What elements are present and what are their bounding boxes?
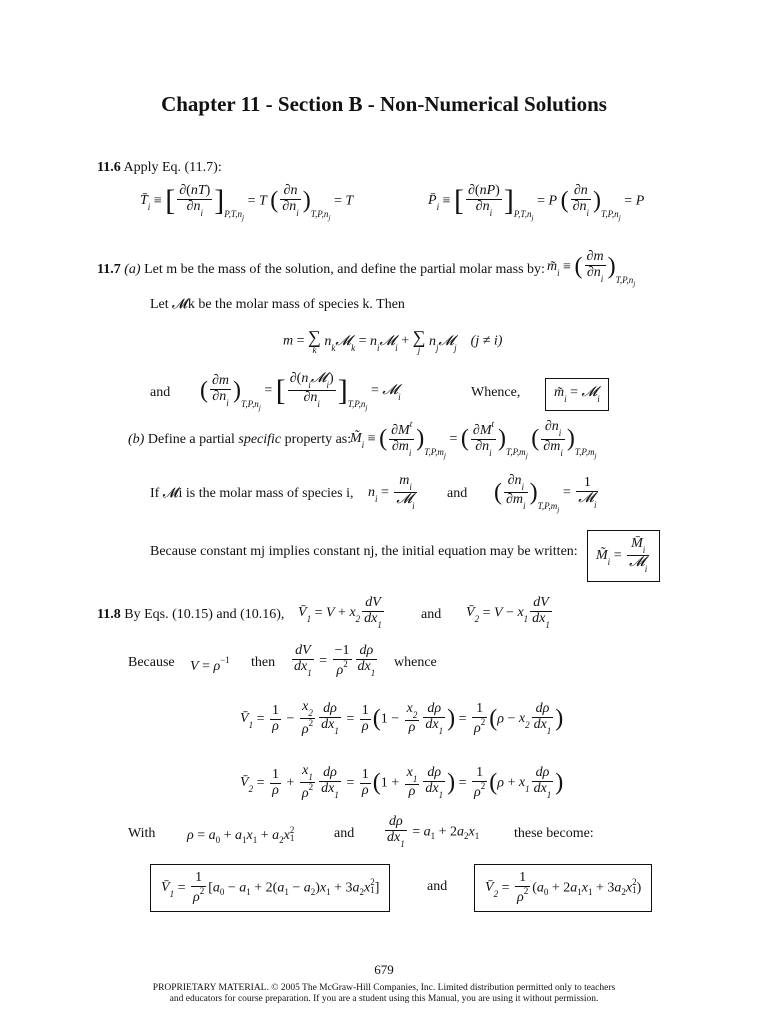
problem-number: 11.6 bbox=[97, 160, 121, 175]
problem-11-8-heading bbox=[97, 607, 284, 623]
because-text: Because constant mj implies constant nj, the initial equation may be written: bbox=[150, 544, 578, 559]
equation-moles-from-mass: $n_i$ = $\frac{m_i}{𝓜_i}$ bbox=[368, 473, 415, 512]
equation-partial-molar-mass-def: $m̃_i$ ≡ ( $\frac{\partial m}{\partial n_i}$ )$_{T,P,n_j}$ bbox=[547, 249, 636, 289]
part-label: (b) bbox=[128, 432, 145, 447]
equation-v1-bar: $V̄_1 = V + x_2$ $\frac{dV}{dx_1}$ bbox=[298, 595, 382, 630]
result-box-molar-mass: $m̃_i$ = 𝓜$_i$ bbox=[545, 378, 609, 411]
equation-v2-bar-rho: $V̄_2$ = $\frac{1}{\rho}$ + $\frac{x_1}{\rho^2}$ $\frac{d\rho}{dx_1}$ = $\frac{1}{\rho}$ (1 + $\frac{x_1}{\rho}$ $\frac{d\rho}{dx_1}$ ) = $\frac{1}{\rho^2}$ ($\rho + x_1$ $\frac{d\rho}{dx_1}$ ) bbox=[240, 763, 564, 802]
equation-mass-sum: m = ∑ k $n_k𝓜_k$ = $n_i𝓜_i$ + ∑ j $n_j𝓜_j$ (j ≠ i) bbox=[283, 327, 503, 355]
and-label-2: and bbox=[447, 486, 468, 501]
part-b-text-emphasis: specific bbox=[238, 432, 282, 447]
problem-11-7-heading bbox=[97, 262, 545, 278]
equation-drho-dx: $\frac{d\rho}{dx_1}$ = $a_1 + 2a_2x_1$ bbox=[387, 814, 480, 849]
equation-rho-polynomial: $\rho = a_0 + a_1x_1 + a_2x2$ 1 bbox=[187, 825, 295, 845]
and-label-3: and bbox=[421, 607, 442, 622]
equation-partial-specific-property: $M̃_i$ ≡ ( $\frac{\partial M^t}{\partial m_i}$ )$_{T,P,m_j}$ = ( $\frac{\partial M^t}{\partial n_i}$ )$_{T,P,m_j}$ ( $\frac{\partial n_i}{\partial m_i}$ )$_{T,P,m_j}$ bbox=[350, 419, 597, 461]
equation-partial-mass-derivation: ( $\frac{\partial m}{\partial n_i}$ )$_{T,P,n_j}$ = [ $\frac{\partial(n_i𝓜_i)}{\partial n_i}$ ]$_{T,P,n_j}$ = 𝓜$_i$ bbox=[200, 371, 401, 412]
page-number: 679 bbox=[374, 962, 394, 977]
then-label: then bbox=[251, 655, 276, 670]
and-label-4: and bbox=[334, 826, 355, 841]
part-b-text-pre: Define a partial bbox=[147, 432, 239, 447]
problem-number: 11.8 bbox=[97, 607, 121, 622]
part-b-text bbox=[128, 432, 351, 448]
because-label: Because bbox=[128, 655, 175, 670]
result-box-v1-bar: $V̄_1$ = $\frac{1}{\rho^2}$ [$a_0 - a_1 + 2(a_1 - a_2)x_1 + 3a_2x2$ 1] bbox=[150, 864, 390, 912]
equation-v1-bar-rho: $V̄_1$ = $\frac{1}{\rho}$ − $\frac{x_2}{\rho^2}$ $\frac{d\rho}{dx_1}$ = $\frac{1}{\rho}$ (1 − $\frac{x_2}{\rho}$ $\frac{d\rho}{dx_1}$ ) = $\frac{1}{\rho^2}$ ($\rho - x_2$ $\frac{d\rho}{dx_1}$ ) bbox=[240, 699, 564, 738]
and-label-5: and bbox=[427, 879, 448, 894]
whence-label-2: whence bbox=[394, 655, 437, 670]
condition: (j ≠ i) bbox=[470, 333, 503, 349]
with-label: With bbox=[128, 826, 156, 841]
part-label: (a) bbox=[124, 262, 141, 277]
footer-line-2: and educators for course preparation. If you are a student using this Manual, you are using it without permission. bbox=[169, 994, 599, 1004]
page-title: Chapter 11 - Section B - Non-Numerical Solutions bbox=[161, 92, 607, 116]
equation-dn-dm: ( $\frac{\partial n_i}{\partial m_i}$ )$_{T,P,m_j}$ = $\frac{1}{𝓜_i}$ bbox=[494, 473, 597, 514]
molar-mass-text: Let 𝓜k be the molar mass of species k. Then bbox=[150, 297, 405, 312]
problem-intro: By Eqs. (10.15) and (10.16), bbox=[124, 607, 285, 622]
part-b-text-post: property as: bbox=[281, 432, 352, 447]
part-a-text: Let m be the mass of the solution, and define the partial molar mass by: bbox=[144, 262, 545, 277]
problem-11-6-heading bbox=[97, 160, 222, 176]
equation-dv-dx: $\frac{dV}{dx_1}$ = $\frac{-1}{\rho^2}$ $\frac{d\rho}{dx_1}$ bbox=[294, 643, 376, 678]
result-box-v2-bar: $V̄_2$ = $\frac{1}{\rho^2}$ ($a_0 + 2a_1x_1 + 3a_2x2$ 1) bbox=[474, 864, 652, 912]
if-molar-mass-text: If 𝓜i is the molar mass of species i, bbox=[150, 486, 354, 501]
equation-v2-bar: $V̄_2 = V - x_1$ $\frac{dV}{dx_1}$ bbox=[466, 595, 550, 630]
and-label: and bbox=[150, 385, 171, 400]
whence-label: Whence, bbox=[471, 385, 521, 400]
equation-partial-temperature: $T̄_i$ ≡ [ $\frac{\partial(nT)}{\partial n_i}$ ]$_{P,T,n_j} = T$ ( $\frac{\partial n}{\partial n_i}$ )$_{T,P,n_j} = T$ bbox=[140, 183, 354, 223]
equation-partial-pressure: $P̄_i$ ≡ [ $\frac{\partial(nP)}{\partial n_i}$ ]$_{P,T,n_j} = P$ ( $\frac{\partial n}{\partial n_i}$ )$_{T,P,n_j} = P$ bbox=[428, 183, 645, 223]
problem-intro: Apply Eq. (11.7): bbox=[123, 160, 222, 175]
result-box-specific-property: $M̃_i$ = $\frac{M̄_i}{𝓜_i}$ bbox=[587, 530, 660, 582]
equation-v-rho: $V = \rho^{-1}$ bbox=[190, 655, 230, 674]
these-become-label: these become: bbox=[514, 826, 594, 841]
problem-number: 11.7 bbox=[97, 262, 121, 277]
footer-line-1: PROPRIETARY MATERIAL. © 2005 The McGraw-Hill Companies, Inc. Limited distribution permitted only to teachers bbox=[152, 983, 616, 993]
